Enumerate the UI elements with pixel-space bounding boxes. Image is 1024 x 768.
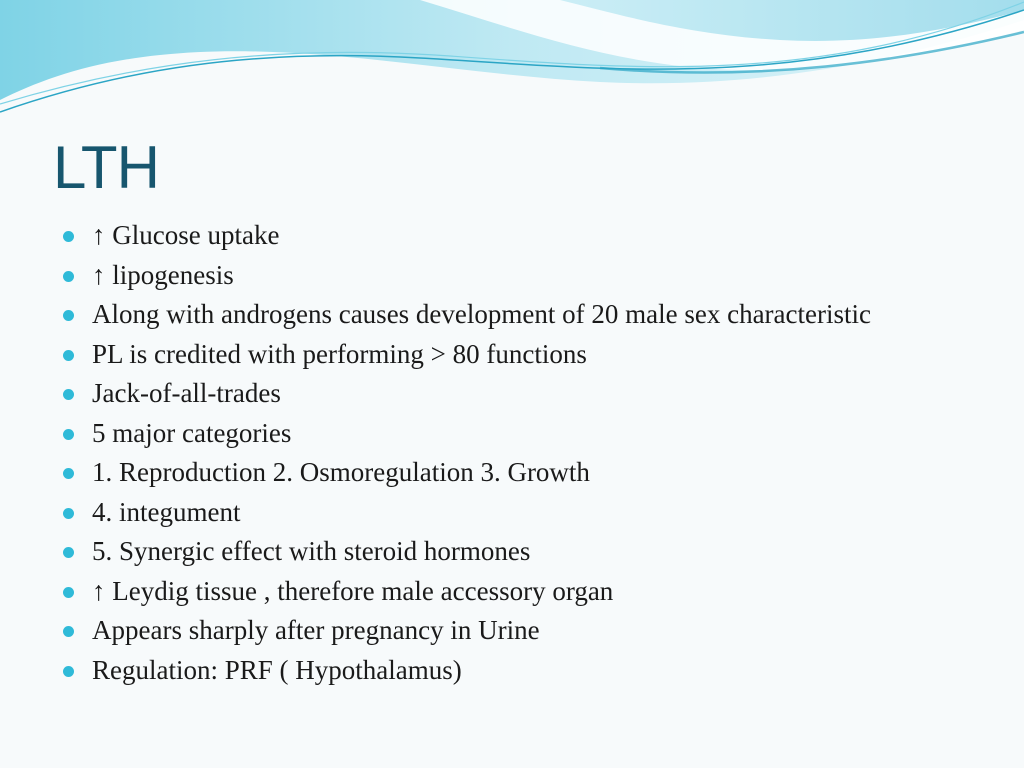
bullet-text: Along with androgens causes development of 20 male sex characteristic xyxy=(92,299,871,329)
list-item xyxy=(62,654,962,687)
list-item xyxy=(62,614,962,647)
list-item xyxy=(62,338,962,371)
list-item xyxy=(62,259,962,292)
filled-circle-bullet-icon xyxy=(63,231,74,242)
slide-title: LTH xyxy=(53,134,159,201)
bullet-text: ↑ Glucose uptake xyxy=(92,220,280,250)
bullet-text: 5. Synergic effect with steroid hormones xyxy=(92,536,531,566)
filled-circle-bullet-icon xyxy=(63,271,74,282)
filled-circle-bullet-icon xyxy=(63,429,74,440)
bullet-text: Regulation: PRF ( Hypothalamus) xyxy=(92,654,462,685)
filled-circle-bullet-icon xyxy=(63,508,74,519)
filled-circle-bullet-icon xyxy=(63,350,74,361)
filled-circle-bullet-icon xyxy=(63,626,74,637)
bullet-text: ↑ lipogenesis xyxy=(92,259,234,290)
bullet-text: 5 major categories xyxy=(92,417,292,448)
list-item xyxy=(62,417,962,450)
list-item xyxy=(62,456,962,489)
bullet-list xyxy=(62,219,962,693)
list-item xyxy=(62,575,962,608)
filled-circle-bullet-icon xyxy=(63,587,74,598)
bullet-text: 1. Reproduction 2. Osmoregulation 3. Growth xyxy=(92,457,590,487)
list-item xyxy=(62,298,962,331)
bullet-text: Jack-of-all-trades xyxy=(92,378,281,408)
filled-circle-bullet-icon xyxy=(63,389,74,400)
filled-circle-bullet-icon xyxy=(63,468,74,479)
filled-circle-bullet-icon xyxy=(63,666,74,677)
filled-circle-bullet-icon xyxy=(63,547,74,558)
list-item xyxy=(62,496,962,529)
filled-circle-bullet-icon xyxy=(63,310,74,321)
list-item xyxy=(62,535,962,568)
bullet-text: Appears sharply after pregnancy in Urine xyxy=(92,615,540,645)
bullet-text: ↑ Leydig tissue , therefore male accessory organ xyxy=(92,575,614,606)
list-item xyxy=(62,377,962,410)
list-item xyxy=(62,219,962,252)
bullet-text: 4. integument xyxy=(92,496,241,527)
bullet-text: PL is credited with performing > 80 functions xyxy=(92,338,587,369)
header-wave-decoration xyxy=(0,0,1024,130)
